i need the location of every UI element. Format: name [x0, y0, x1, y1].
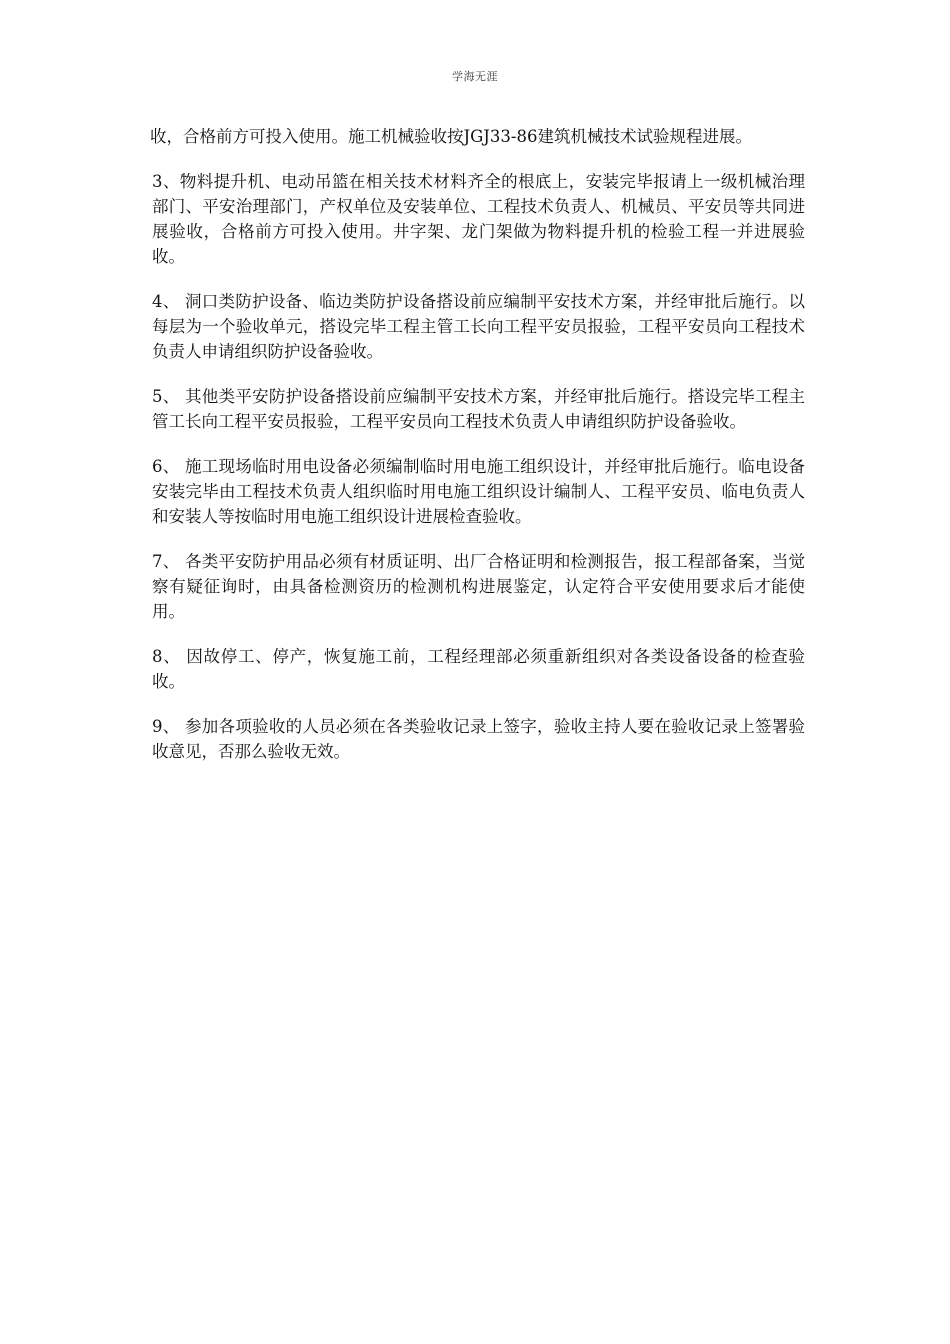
paragraph-item-7: 7、 各类平安防护用品必须有材质证明、出厂合格证明和检测报告，报工程部备案，当觉察有疑征询时，由具备检测资历的检测机构进展鉴定，认定符合平安使用要求后才能使用。: [152, 552, 805, 621]
paragraph-continuation: 收，合格前方可投入使用。施工机械验收按JGJ33-86建筑机械技术试验规程进展。: [150, 127, 752, 146]
paragraph-item-5: 5、 其他类平安防护设备搭设前应编制平安技术方案，并经审批后施行。搭设完毕工程主管工长向工程平安员报验，工程平安员向工程技术负责人申请组织防护设备验收。: [152, 387, 805, 431]
paragraph-item-4: 4、 洞口类防护设备、临边类防护设备搭设前应编制平安技术方案，并经审批后施行。以每层为一个验收单元，搭设完毕工程主管工长向工程平安员报验，工程平安员向工程技术负责人申请组织防护设备验收。: [152, 292, 805, 361]
paragraph-item-8: 8、 因故停工、停产，恢复施工前，工程经理部必须重新组织对各类设备设备的检查验收。: [152, 647, 805, 691]
paragraph-item-6: 6、 施工现场临时用电设备必须编制临时用电施工组织设计，并经审批后施行。临电设备安装完毕由工程技术负责人组织临时用电施工组织设计编制人、工程平安员、临电负责人和安装人等按临时用电施工组织设计进展检查验收。: [152, 457, 805, 526]
document-body: [150, 124, 805, 784]
paragraph-item-9: 9、 参加各项验收的人员必须在各类验收记录上签字，验收主持人要在验收记录上签署验收意见，否那么验收无效。: [152, 717, 805, 761]
page-header: 学海无涯: [452, 70, 498, 83]
paragraph-item-3: 3、物料提升机、电动吊篮在相关技术材料齐全的根底上，安装完毕报请上一级机械治理部门、平安治理部门，产权单位及安装单位、工程技术负责人、机械员、平安员等共同进展验收，合格前方可投入使用。井字架、龙门架做为物料提升机的检验工程一并进展验收。: [152, 172, 805, 266]
